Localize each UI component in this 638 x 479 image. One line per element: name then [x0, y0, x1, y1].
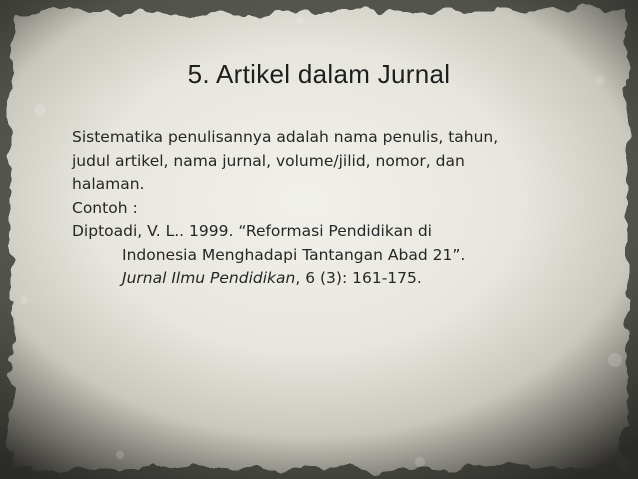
journal-details: , 6 (3): 161-175. — [295, 269, 422, 287]
paragraph-line: halaman. — [72, 175, 145, 193]
journal-name: Jurnal Ilmu Pendidikan — [122, 269, 296, 287]
example-label: Contoh : — [72, 198, 138, 217]
slide-body — [72, 126, 592, 291]
citation-line: Diptoadi, V. L.. 1999. “Reformasi Pendidikan di — [72, 222, 432, 240]
paragraph-line: Sistematika penulisannya adalah nama penulis, tahun, — [72, 128, 499, 146]
citation-journal-line — [72, 267, 592, 291]
paragraph-line: judul artikel, nama jurnal, volume/jilid, nomor, dan — [72, 151, 465, 170]
slide-title: 5. Artikel dalam Jurnal — [187, 59, 451, 89]
citation-line: Indonesia Menghadapi Tantangan Abad 21”. — [122, 245, 466, 264]
